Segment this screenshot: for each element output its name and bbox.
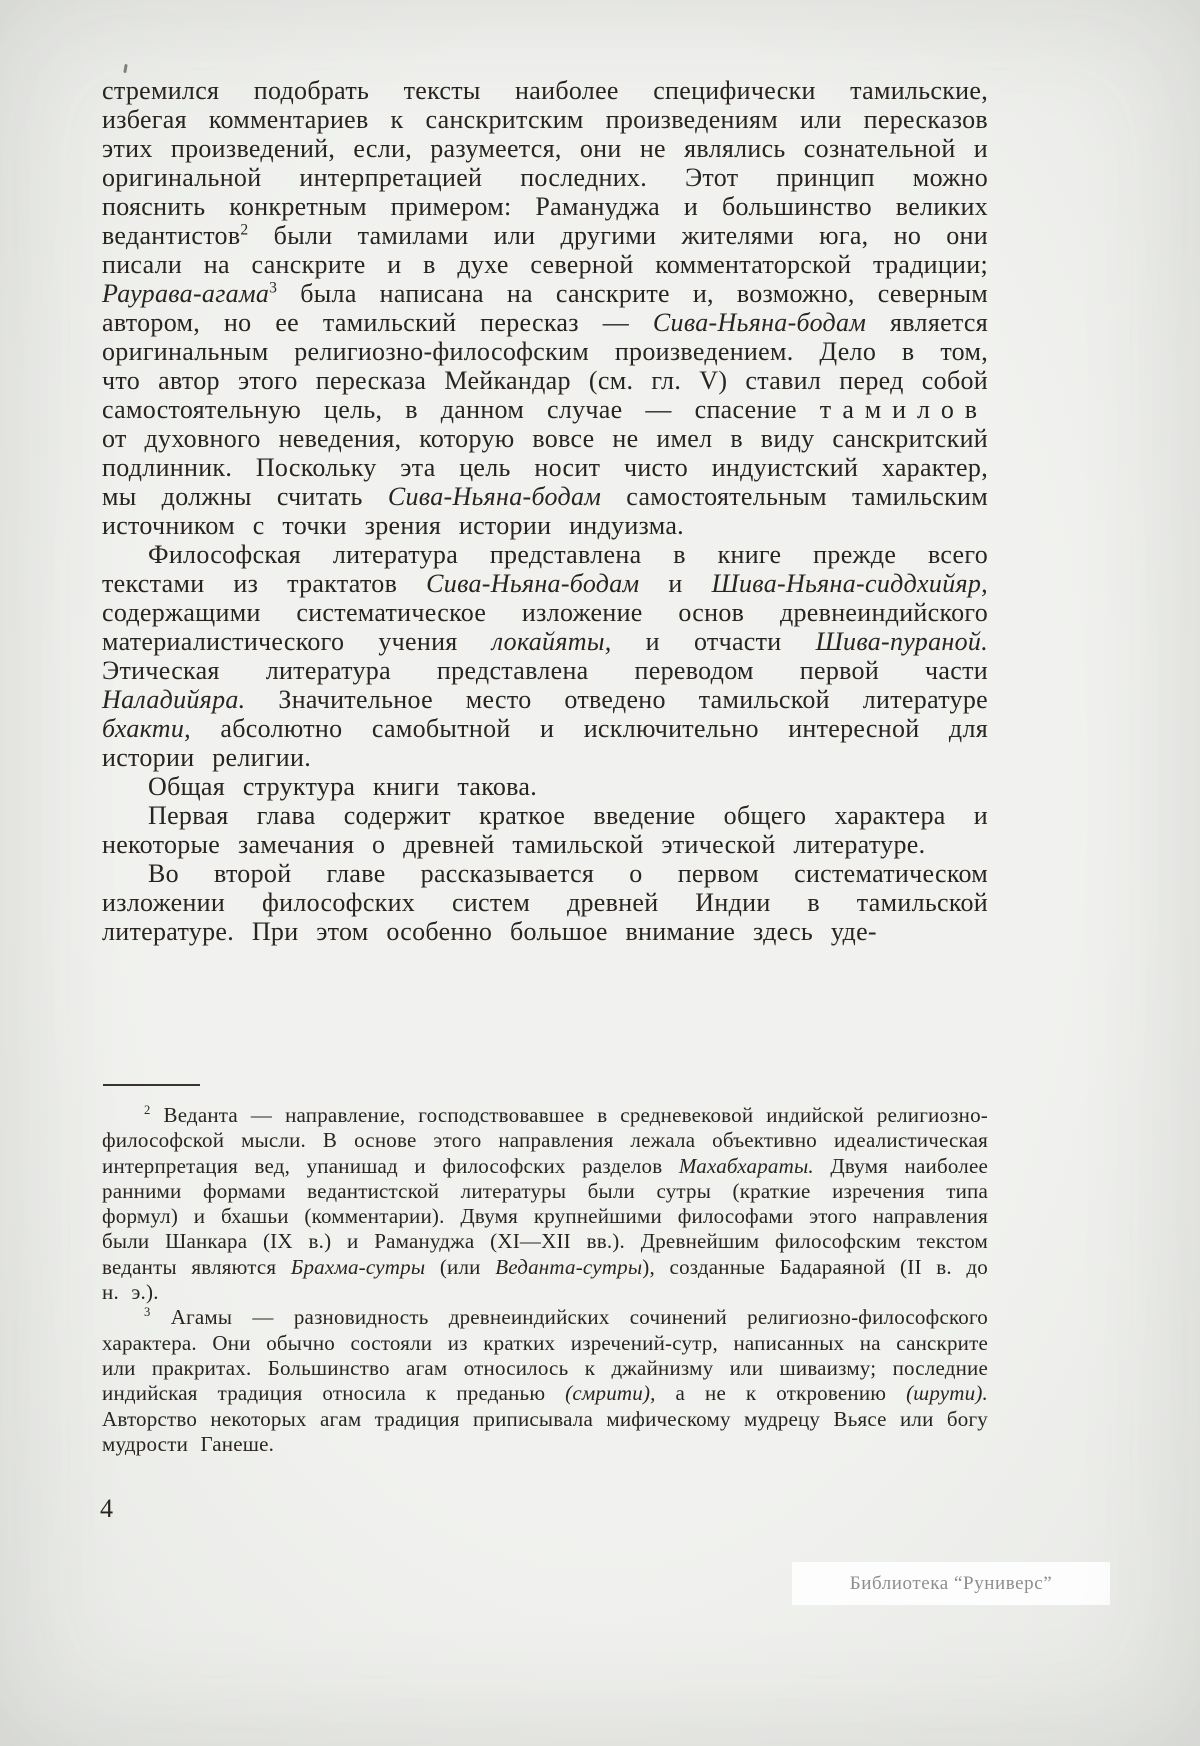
text-segment: бхакти, [102, 714, 191, 743]
text-segment: Во второй главе рассказывается о первом систематическом изложении философских систем древней Индии в тамильской литературе. При этом особенно большое внимание здесь уде- [102, 859, 988, 946]
text-segment: Брахма-сутры [290, 1254, 426, 1279]
text-segment: содержащими систематическое изложение основ древнеиндийского материалистического учения [102, 598, 988, 656]
text-segment: была написана на санскрите и, возможно, северным автором, но ее тамильский пересказ — [102, 279, 988, 337]
text-segment: Значительное место отведено тамильской литературе [245, 685, 988, 714]
scan-artifact [123, 64, 128, 73]
text-segment: были тамилами или другими жителями юга, но они писали на санскрите и в духе северной комментаторской традиции; [102, 221, 988, 279]
text-segment: Этическая литература представлена переводом первой части [102, 656, 988, 685]
text-segment: Махабхараты. [678, 1153, 814, 1178]
text-segment: Наладийяра. [102, 685, 246, 714]
watermark [792, 1562, 1110, 1605]
text-segment: локайяты, [491, 627, 612, 656]
footnote-ref: 3 [269, 279, 278, 297]
footnotes [102, 1103, 988, 1457]
paragraph [102, 859, 988, 946]
paragraph [102, 772, 988, 801]
text-segment: (смрити), [565, 1381, 656, 1406]
text-segment: Веданта-сутры [495, 1254, 643, 1279]
text-segment: абсолютно самобытной и исключительно интересной для истории религии. [102, 714, 988, 772]
footnote-ref: 3 [144, 1305, 151, 1320]
main-text [102, 76, 988, 946]
text-segment: (или [425, 1254, 496, 1279]
text-segment: от духовного неведения, которую вовсе не имел в виду санскритский подлинник. Поскольку эта цель носит чисто индуистский характер, мы должны считать [102, 424, 988, 511]
text-segment: тамилов [819, 395, 988, 424]
footnote [102, 1305, 988, 1457]
text-segment: Сива-Ньяна-бодам [387, 482, 602, 511]
text-segment: и отчасти [611, 627, 816, 656]
text-segment: самостоятельным тамильским источником с точки зрения истории индуизма. [102, 482, 988, 540]
text-segment: Раурава-агама [102, 279, 270, 308]
text-segment: Агамы — разновидность древнеиндийских сочинений религиозно-философского характера. Они обычно состояли из кратких изречений-сутр, написанных на санскрите или пракритах. Большинство агам относилось к джайнизму или шиваизму; последние индийская традиция относила к преданью [102, 1305, 988, 1406]
text-segment: Шива-пураной. [815, 627, 988, 656]
paragraph [102, 540, 988, 772]
text-segment: Двумя наиболее ранними формами ведантистской литературы были сутры (краткие изречения типа формул) и бхашьи (комментарии). Двумя крупнейшими философами этого направления были Шанкара (IX в.) и Рамануджа (XI—XII вв.). Древнейшим философским текстом веданты являются [102, 1153, 988, 1279]
text-segment: а не к откровению [655, 1381, 907, 1406]
paragraph [102, 76, 988, 540]
page-number: 4 [100, 1494, 113, 1523]
text-segment: (шрути). [906, 1381, 988, 1406]
watermark-label: Библиотека “Руниверс” [849, 1572, 1053, 1594]
text-segment: и [639, 569, 712, 598]
footnote-separator [103, 1084, 200, 1086]
text-segment: Общая структура книги такова. [148, 772, 537, 801]
text-segment: Шива-Ньяна-сиддхийяр, [711, 569, 988, 598]
footnote [102, 1103, 988, 1305]
text-segment: Сива-Ньяна-бодам [426, 569, 640, 598]
footnote-ref: 2 [240, 221, 249, 239]
text-segment: является оригинальным религиозно-философским произведением. Дело в том, что автор этого пересказа Мейкандар (см. гл. V) ставил перед собой самостоятельную цель, в данном случае — спасение [102, 308, 988, 424]
text-segment: Сива-Ньяна-бодам [652, 308, 867, 337]
text-segment: Авторство некоторых агам традиция приписывала мифическому мудрецу Вьясе или богу мудрости Ганеше. [102, 1406, 988, 1456]
text-segment: Веданта — направление, господствовавшее в средневековой индийской религиозно-философской мысли. В основе этого направления лежала объективно идеалистическая интерпретация вед, упанишад и философских разделов [102, 1103, 988, 1178]
footnote-ref: 2 [144, 1103, 151, 1117]
text-segment: ), созданные Бадараяной (II в. до н. э.). [102, 1254, 988, 1305]
text-segment: стремился подобрать тексты наиболее специфически тамильские, избегая комментариев к санскритским произведениям или пересказов этих произведений, если, разумеется, они не являлись сознательной и оригинальной интерпретацией последних. Этот принцип можно пояснить конкретным примером: Рамануджа и большинство великих ведантистов [102, 76, 988, 250]
paragraph [102, 801, 988, 859]
text-segment: Первая глава содержит краткое введение общего характера и некоторые замечания о древней тамильской этической литературе. [102, 801, 988, 859]
text-segment: Философская литература представлена в книге прежде всего текстами из трактатов [102, 540, 988, 598]
